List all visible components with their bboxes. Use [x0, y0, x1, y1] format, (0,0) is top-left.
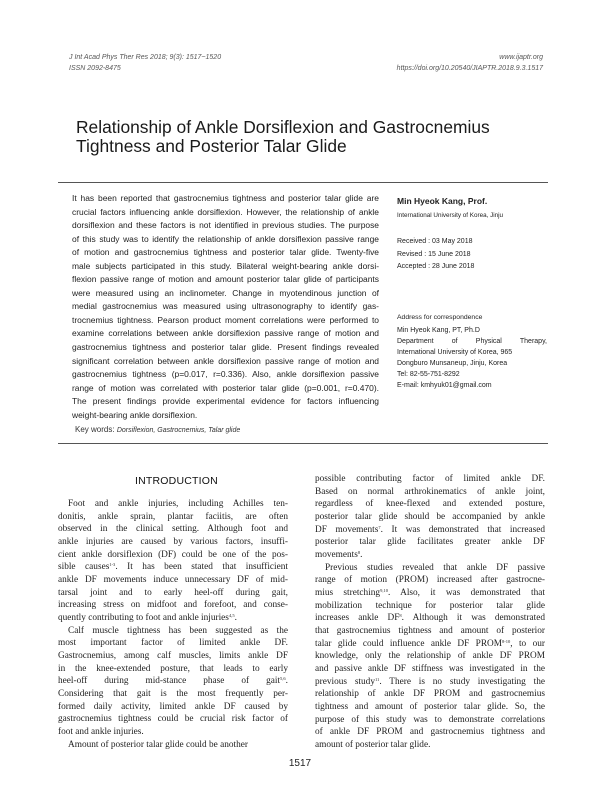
body-text: Based on normal arthrokinematics of ankle joint, [315, 486, 545, 497]
body-text: . It has been stated that insufficient [115, 562, 288, 573]
body-line [58, 739, 288, 752]
citation-ref: 4,5 [228, 613, 235, 619]
keywords [75, 425, 240, 434]
body-text: movements [315, 550, 358, 561]
body-text: Calf muscle tightness has been suggested as the [68, 625, 288, 636]
abstract-line: dorsiflexion and these factors is not identified in previous studies. The purpose [72, 220, 379, 231]
body-text: . Although it was demonstrated [401, 613, 545, 624]
citation-ref: 7 [378, 524, 381, 530]
body-text: increasing stress on midfoot and forefoot, and conse- [58, 600, 288, 611]
body-line [58, 536, 288, 549]
abstract-line: crucial factors influencing ankle dorsiflexion. However, the relationship of ankle [72, 206, 379, 217]
body-line [315, 688, 545, 701]
body-text: talar glide could influence ankle DF PROM [315, 638, 503, 649]
top-divider [58, 182, 548, 183]
title-line-2: Tightness and Posterior Talar Glide [76, 136, 347, 156]
abstract-line: trocnemius tightness. Pearson product moment correlations were performed to [72, 314, 379, 325]
abstract-line: It has been reported that gastrocnemius tightness and posterior talar glide are [72, 193, 379, 203]
accepted-date: Accepted : 28 June 2018 [397, 263, 475, 270]
body-text: regardless of knee-flexed and extended posture, [315, 499, 545, 510]
body-line [315, 473, 545, 486]
abstract-line: gastrocnemius tightness and posterior talar glide. Present findings revealed [72, 342, 379, 353]
body-line [315, 536, 545, 549]
body-line [58, 599, 288, 612]
body-text: mobilization technique for posterior talar glide [315, 600, 545, 611]
abstract-line: of this study was to identify the relationship of ankle dorsiflexion passive range [72, 233, 379, 244]
section-heading: INTRODUCTION [135, 475, 218, 487]
journal-links [397, 52, 543, 74]
body-text: , to our [510, 638, 545, 649]
citation-ref: 8 [399, 613, 402, 619]
body-line [315, 714, 545, 727]
body-line [315, 600, 545, 613]
body-line [315, 676, 545, 689]
body-text: tarsal joint and to early heel-off during gait, [58, 587, 288, 598]
abstract-line: range of motion was correlated with posterior talar glide (p=0.001, r=0.470). [72, 382, 379, 393]
abstract-line: significant correlation between ankle dorsiflexion passive range of motion and [72, 355, 379, 366]
abstract [72, 192, 379, 422]
author-name: Min Hyeok Kang, Prof. [397, 196, 488, 206]
body-text: increases ankle DF [315, 613, 400, 624]
body-text: observed in the clinical setting. Although foot and [58, 524, 288, 535]
body-text: ankle injuries are caused by various factors, insuffi- [58, 537, 288, 548]
body-line [315, 701, 545, 714]
body-line [58, 612, 288, 625]
corr-line: International University of Korea, 965 [397, 349, 513, 357]
right-column [315, 473, 545, 752]
body-line [58, 625, 288, 638]
body-text: . It was demonstrated that increased [380, 524, 545, 535]
article-dates [397, 236, 474, 274]
abstract-line: were measured using an inclinometer. Change in myotendinous junction of [72, 287, 379, 298]
body-text: relationship of ankle DF PROM and gastrocnemius [315, 689, 545, 700]
title-line-1: Relationship of Ankle Dorsiflexion and Gastrocnemius [76, 117, 490, 137]
body-text: posterior talar glide should be accompanied by ankle [315, 512, 545, 523]
citation-ref: 1-3 [109, 562, 116, 568]
correspondence-title: Address for correspondence [397, 314, 483, 321]
author-affiliation: International University of Korea, Jinju [397, 212, 504, 219]
body-line [58, 650, 288, 663]
abstract-line: flexion passive range of motion and amount posterior talar glide of participants [72, 274, 379, 285]
body-text: Foot and ankle injuries, including Achilles ten- [68, 499, 288, 509]
citation-ref: 5,6 [280, 676, 286, 682]
body-text: range of motion (PROM) increased after gastrocne- [315, 575, 545, 586]
abstract-line: male subjects participated in this study. Bilateral weight-bearing ankle dorsi- [72, 260, 379, 271]
keywords-label: Key words: [75, 425, 115, 434]
body-text: that gastrocnemius tightness and amount of posterior [315, 626, 545, 637]
body-line [58, 498, 288, 511]
left-column [58, 498, 288, 751]
body-text: Gastrocnemius, among calf muscles, limits ankle DF [58, 651, 288, 662]
body-text: gastrocnemius tightness could be crucial risk factor of [58, 714, 288, 725]
keywords-value: Dorsiflexion, Gastrocnemius, Talar glide [116, 427, 241, 434]
body-text: purpose of this study was to demonstrate correlations [315, 714, 545, 725]
journal-citation [69, 52, 221, 74]
body-text: Amount of posterior talar glide could be another [68, 739, 248, 750]
body-text: donitis, ankle sprain, plantar faciitis, are often [58, 511, 288, 522]
body-line [315, 663, 545, 676]
body-line [58, 587, 288, 600]
body-line [315, 574, 545, 587]
page-number: 1517 [288, 758, 312, 769]
body-text: . [285, 676, 288, 687]
body-text: most important factor of limited ankle DF. [58, 638, 288, 649]
body-text: . [360, 550, 363, 561]
body-text: posterior talar glide facilitates greater ankle DF [315, 537, 545, 548]
corr-email[interactable]: E-mail: kmhyuk01@gmail.com [397, 382, 492, 390]
body-line [58, 726, 288, 739]
body-line [315, 562, 545, 575]
body-text: quently contributing to foot and ankle injuries [58, 613, 229, 624]
body-text: and passive ankle DF stiffness was investigated in the [315, 664, 545, 675]
body-line [315, 650, 545, 663]
body-text: heel-off during mid-stance phase of gait [58, 676, 281, 687]
body-line [58, 637, 288, 650]
journal-line: J Int Acad Phys Ther Res 2018; 9(3): 1517~1520 [69, 54, 222, 61]
body-line [315, 587, 545, 600]
body-line [315, 486, 545, 499]
body-text: of ankle DF PROM and gastrocnemius tightness and [315, 727, 545, 738]
abstract-line: examine correlations between ankle dorsiflexion passive range of motion and [72, 328, 379, 339]
body-text: ankle DF movements induce unnecessary DF of mid- [58, 575, 288, 586]
body-text: . Also, it was demonstrated that [387, 588, 545, 599]
body-text: foot and ankle injuries. [58, 727, 144, 738]
body-line [315, 638, 545, 651]
body-line [58, 701, 288, 714]
body-line [58, 663, 288, 676]
citation-ref: 8 [357, 550, 361, 556]
body-line [58, 688, 288, 701]
doi-link[interactable]: https://doi.org/10.20540/JIAPTR.2018.9.3.1517 [396, 65, 543, 72]
paper-title [76, 118, 546, 156]
body-line [58, 574, 288, 587]
corr-line: Dongburo Munsaneup, Jinju, Korea [397, 360, 508, 368]
received-date: Received : 03 May 2018 [397, 238, 473, 245]
body-text: . [234, 613, 237, 624]
correspondence-block [397, 325, 547, 392]
body-line [315, 524, 545, 537]
body-line [315, 625, 545, 638]
abstract-line: weight-bearing ankle dorsiflexion. [72, 409, 198, 420]
corr-line: Department of Physical Therapy, [397, 338, 547, 346]
body-text: formed daily activity, limited ankle DF caused by [58, 701, 288, 712]
body-text: sible causes [58, 562, 110, 573]
website-link[interactable]: www.ijaptr.org [499, 54, 543, 61]
body-line [315, 549, 545, 562]
body-text: DF movements [315, 524, 379, 535]
body-text: tightness and amount of posterior talar glide. So, the [315, 702, 545, 713]
revised-date: Revised : 15 June 2018 [397, 250, 471, 258]
body-text: previous study [315, 676, 375, 687]
body-line [315, 739, 545, 752]
citation-ref: 9,10 [380, 588, 388, 594]
corr-line: Min Hyeok Kang, PT, Ph.D [397, 327, 480, 334]
body-text: Considering that gait is the most frequently per- [58, 689, 288, 700]
abstract-line: gastrocnemius tightness (p=0.017, r=0.336). Also, ankle dorsiflexion passive [72, 369, 379, 380]
corr-line: Tel: 82-55-751-8292 [397, 371, 460, 379]
body-line [315, 726, 545, 739]
body-line [58, 549, 288, 562]
body-line [58, 561, 288, 574]
issn-line: ISSN 2092-8475 [69, 65, 121, 72]
body-text: . There is no study investigating the [379, 676, 545, 687]
body-text: possible contributing factor of limited ankle DF. [315, 474, 545, 484]
abstract-line: medial gastrocnemius was measured using ultrasonography to identify gas- [72, 301, 379, 312]
abstract-line: of motion and gastrocnemius tightness and posterior talar glide. Twenty-five [72, 247, 379, 258]
body-line [58, 523, 288, 536]
abstract-line: The present findings provide experimental evidence for factors influencing [72, 396, 379, 407]
body-line [315, 612, 545, 625]
body-text: mius stretching [315, 588, 381, 599]
body-line [58, 713, 288, 726]
body-line [58, 511, 288, 524]
body-line [315, 511, 545, 524]
body-text: in the knee-extended posture, that leads to early [58, 663, 288, 674]
body-text: cient ankle dorsiflexion (DF) could be one of the pos- [58, 549, 288, 560]
body-text: knowledge, only the relationship of ankle DF PROM [315, 651, 545, 662]
body-text: amount of posterior talar glide. [315, 740, 431, 751]
body-line [58, 675, 288, 688]
bottom-divider [58, 443, 548, 444]
citation-ref: 11 [374, 676, 380, 682]
body-line [315, 498, 545, 511]
body-text: Previous studies revealed that ankle DF passive [325, 562, 545, 573]
citation-ref: 8-10 [502, 638, 511, 644]
